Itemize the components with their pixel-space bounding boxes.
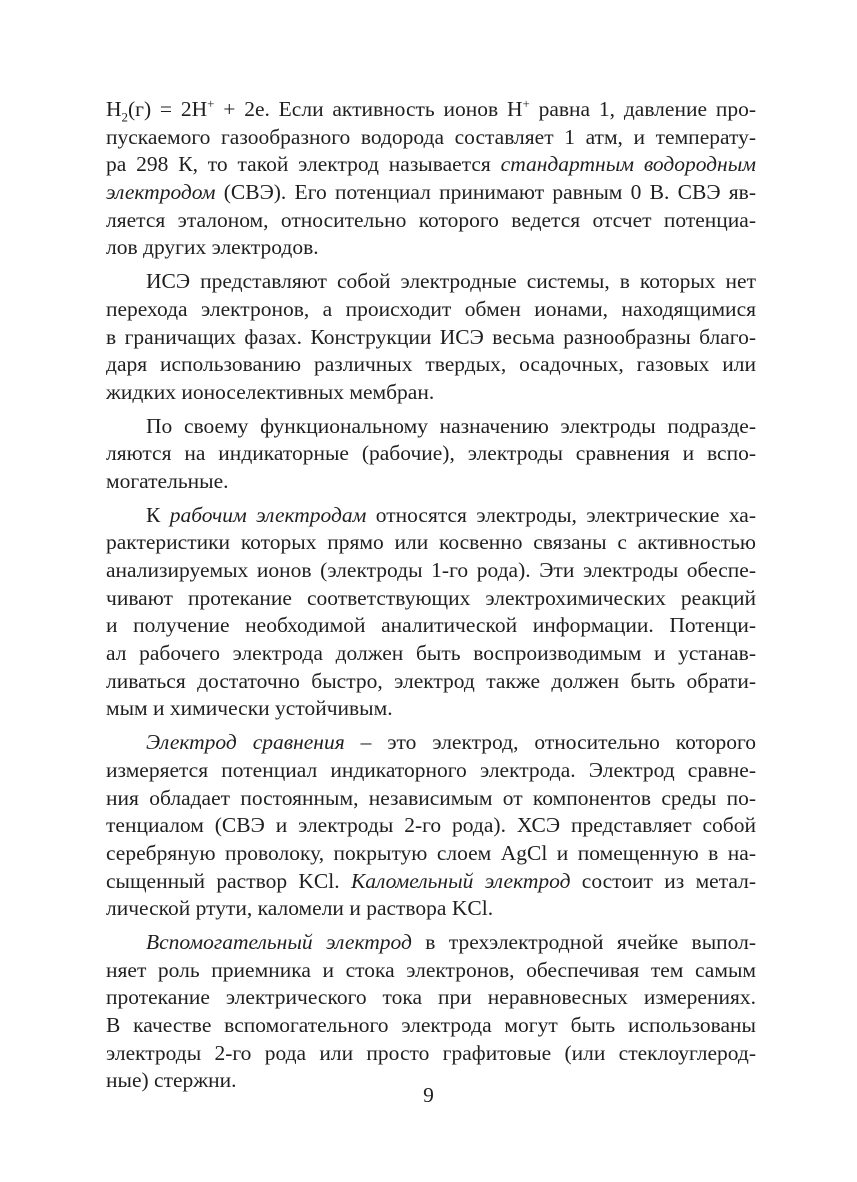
text-line: ИСЭ представляют собой электродные системы, в которых нет — [146, 269, 756, 294]
text-line: лов других электродов. — [106, 235, 319, 260]
paragraph-6 — [106, 929, 756, 1095]
page-body — [106, 96, 756, 1095]
text-line: Электрод сравнения – это электрод, относительно которого — [146, 730, 756, 755]
text-line: ляется эталоном, относительно которого ведется отсчет потенциа- — [106, 207, 756, 232]
text-line: В качестве вспомогательного электрода могут быть использованы — [106, 1013, 756, 1037]
text-line: ливаться достаточно быстро, электрод также должен быть обрати- — [106, 668, 756, 693]
text-line: перехода электронов, а происходит обмен ионами, находящимися — [106, 296, 756, 321]
text-line: ра 298 К, то такой электрод называется стандартным водородным — [106, 152, 757, 177]
text-line: ал рабочего электрода должен быть воспроизводимым и устанав- — [106, 641, 756, 666]
text-line: в граничащих фазах. Конструкции ИСЭ весьма разнообразны благо- — [106, 324, 756, 349]
text-line: К рабочим электродам относятся электроды, электрические ха- — [146, 502, 757, 527]
text-line: могательные. — [106, 468, 229, 493]
paragraph-1 — [106, 96, 756, 262]
text-line: мым и химически устойчивым. — [106, 696, 393, 721]
text-line: лической ртути, каломели и раствора KCl. — [106, 896, 494, 921]
text-line: жидких ионоселективных мембран. — [106, 379, 435, 404]
text-line: сыщенный раствор KCl. Каломельный электрод состоит из метал- — [106, 868, 756, 893]
text-line: Вспомогательный электрод в трехэлектродной ячейке выпол- — [146, 929, 756, 954]
text-line: ния обладает постоянным, независимым от компонентов среды по- — [106, 785, 756, 810]
text-line: тенциалом (СВЭ и электроды 2-го рода). ХСЭ представляет собой — [106, 813, 756, 838]
text-line: серебряную проволоку, покрытую слоем AgCl и помещенную в на- — [106, 840, 756, 865]
text-line: и получение необходимой аналитической информации. Потенци- — [106, 613, 756, 638]
text-line: измеряется потенциал индикаторного электрода. Электрод сравне- — [106, 757, 756, 782]
text-line: анализируемых ионов (электроды 1-го рода). Эти электроды обеспе- — [106, 558, 756, 582]
text-line: чивают протекание соответствующих электрохимических реакций — [106, 585, 756, 610]
text-line: По своему функциональному назначению электроды подразде- — [146, 413, 756, 438]
page-number: 9 — [423, 1083, 434, 1107]
text-line: ляются на индикаторные (рабочие), электроды сравнения и вспо- — [106, 441, 756, 466]
text-line: ные) стержни. — [106, 1068, 237, 1093]
paragraph-4 — [106, 502, 756, 724]
text-line: няет роль приемника и стока электронов, обеспечивая тем самым — [106, 957, 756, 982]
text-line: даря использованию различных твердых, осадочных, газовых или — [106, 352, 756, 377]
paragraph-2 — [106, 268, 756, 406]
paragraph-5 — [106, 729, 756, 923]
text-line: электродом (СВЭ). Его потенциал принимают равным 0 В. СВЭ яв- — [106, 180, 756, 205]
text-line: электроды 2-го рода или просто графитовые (или стеклоуглерод- — [106, 1040, 756, 1065]
text-line: $H_2(г) = 2H^+ + 2e$. Если активность ионов H+ равна 1, давление про- — [106, 96, 756, 125]
paragraph-3 — [106, 413, 756, 496]
text-line: рактеристики которых прямо или косвенно связаны с активностью — [106, 530, 756, 555]
text-line: пускаемого газообразного водорода составляет 1 атм, и температу- — [106, 124, 756, 149]
text-line: протекание электрического тока при неравновесных измерениях. — [106, 985, 756, 1010]
